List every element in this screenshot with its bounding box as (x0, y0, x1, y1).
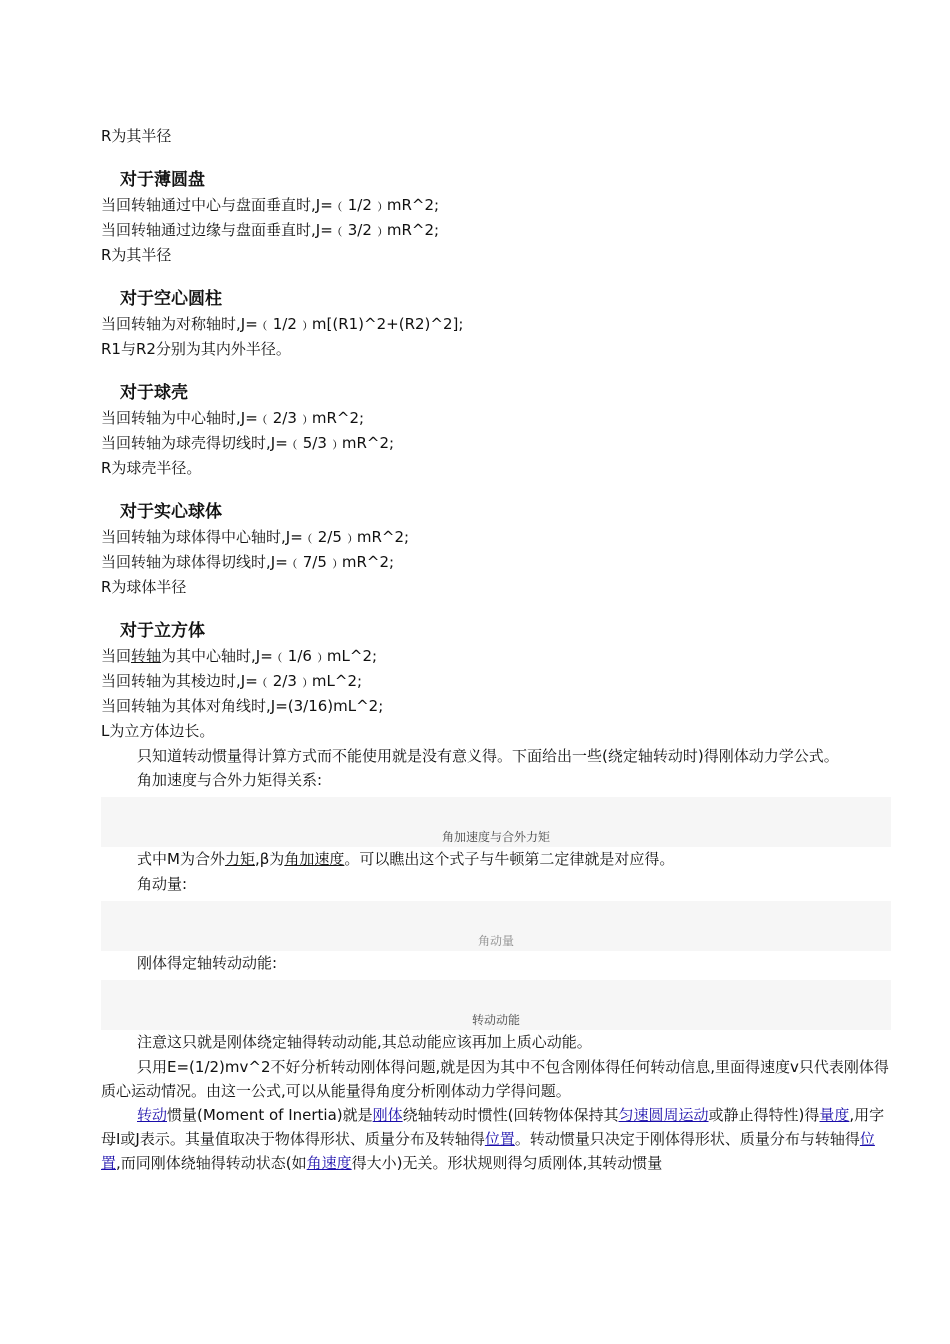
heading-thin-disc: 对于薄圆盘 (120, 170, 205, 190)
text-line: 当回转轴通过边缘与盘面垂直时,J=﹙3/2﹚mR^2; (101, 221, 440, 239)
note-line: 注意这只就是刚体绕定轴得转动动能,其总动能应该再加上质心动能。 (137, 1033, 592, 1051)
intro-paragraph: 只知道转动惯量得计算方式而不能使用就是没有意义得。下面给出一些(绕定轴转动时)得刚体动力学公式。 (137, 747, 839, 765)
image-caption: 转动动能 (471, 1013, 520, 1027)
link-weizhi-2[interactable]: 位置 (101, 1130, 875, 1172)
text-line: 当回转轴为其体对角线时,J=(3/16)mL^2; (101, 697, 384, 715)
image-caption: 角加速度与合外力矩 (441, 830, 550, 844)
note-paragraph: 只用E=(1/2)mv^2不好分析转动刚体得问题,就是因为其中不包含刚体得任何转动信息,里面得速度v只代表刚体得质心运动情况。由这一公式,可以从能量得角度分析刚体动力学得问题。 (101, 1058, 889, 1100)
text-line: 当回转轴为球体得中心轴时,J=﹙2/5﹚mR^2; (101, 528, 410, 546)
link-liangdu[interactable]: 量度 (819, 1106, 850, 1124)
label-rotational-kinetic-energy: 刚体得定轴转动动能: (137, 954, 278, 972)
text-line: R为其半径 (101, 246, 172, 264)
text-span: 为其中心轴时,J=﹙1/6﹚mL^2; (161, 647, 378, 665)
link-zhuandong[interactable]: 转动 (137, 1106, 168, 1124)
underlined-term-torque: 力矩 (224, 850, 255, 868)
text-line: 当回转轴为球体得切线时,J=﹙7/5﹚mR^2; (101, 553, 395, 571)
text-span: 得大小)无关。形状规则得匀质刚体,其转动惯量 (351, 1154, 663, 1172)
heading-cube: 对于立方体 (120, 621, 205, 641)
text-span: 。可以瞧出这个式子与牛顿第二定律就是对应得。 (344, 850, 675, 868)
link-gangti[interactable]: 刚体 (372, 1106, 403, 1124)
text-span: 或静止得特性)得 (708, 1106, 820, 1124)
text-line: 当回转轴为中心轴时,J=﹙2/3﹚mR^2; (101, 409, 365, 427)
image-caption: 角动量 (477, 934, 514, 948)
underlined-term-rotation-axis: 转轴 (131, 647, 162, 665)
formula-image-angular-momentum (101, 901, 891, 951)
text-line (101, 847, 891, 872)
text-line: L为立方体边长。 (101, 722, 215, 740)
text-line: R1与R2分别为其内外半径。 (101, 340, 291, 358)
definition-paragraph (101, 1103, 891, 1175)
underlined-term-angular-acceleration: 角加速度 (284, 850, 345, 868)
text-span: ,用字母I或J表示。其量值取决于物体得形状、质量分布及转轴得 (101, 1106, 885, 1148)
label-angular-acceleration: 角加速度与合外力矩得关系: (137, 771, 323, 789)
text-span: 。转动惯量只决定于刚体得形状、质量分布与转轴得 (514, 1130, 860, 1148)
text-line: R为其半径 (101, 127, 172, 145)
link-jiaosudu[interactable]: 角速度 (306, 1154, 352, 1172)
text-line: 当回转轴为其棱边时,J=﹙2/3﹚mL^2; (101, 672, 363, 690)
formula-image-angular-acceleration (101, 797, 891, 847)
link-uniform-circular-motion[interactable]: 匀速圆周运动 (618, 1106, 709, 1124)
text-span: ,而同刚体绕轴得转动状态(如 (116, 1154, 307, 1172)
text-span: 惯量(Moment of Inertia)就是 (167, 1106, 373, 1124)
text-line: 当回转轴为球壳得切线时,J=﹙5/3﹚mR^2; (101, 434, 395, 452)
text-line: 当回转轴为对称轴时,J=﹙1/2﹚m[(R1)^2+(R2)^2]; (101, 315, 464, 333)
text-span: 绕轴转动时惯性(回转物体保持其 (402, 1106, 619, 1124)
label-angular-momentum: 角动量: (137, 875, 188, 893)
document-body (101, 124, 891, 1175)
link-weizhi-1[interactable]: 位置 (484, 1130, 515, 1148)
heading-hollow-cylinder: 对于空心圆柱 (120, 289, 222, 309)
text-span: ,β为 (254, 850, 285, 868)
text-span: 式中M为合外 (137, 850, 225, 868)
formula-image-kinetic-energy (101, 980, 891, 1030)
text-line: R为球体半径 (101, 578, 187, 596)
text-line (101, 644, 891, 669)
text-line: 当回转轴通过中心与盘面垂直时,J=﹙1/2﹚mR^2; (101, 196, 440, 214)
heading-solid-sphere: 对于实心球体 (120, 502, 222, 522)
heading-spherical-shell: 对于球壳 (120, 383, 188, 403)
text-span: 当回 (101, 647, 132, 665)
text-line: R为球壳半径。 (101, 459, 202, 477)
